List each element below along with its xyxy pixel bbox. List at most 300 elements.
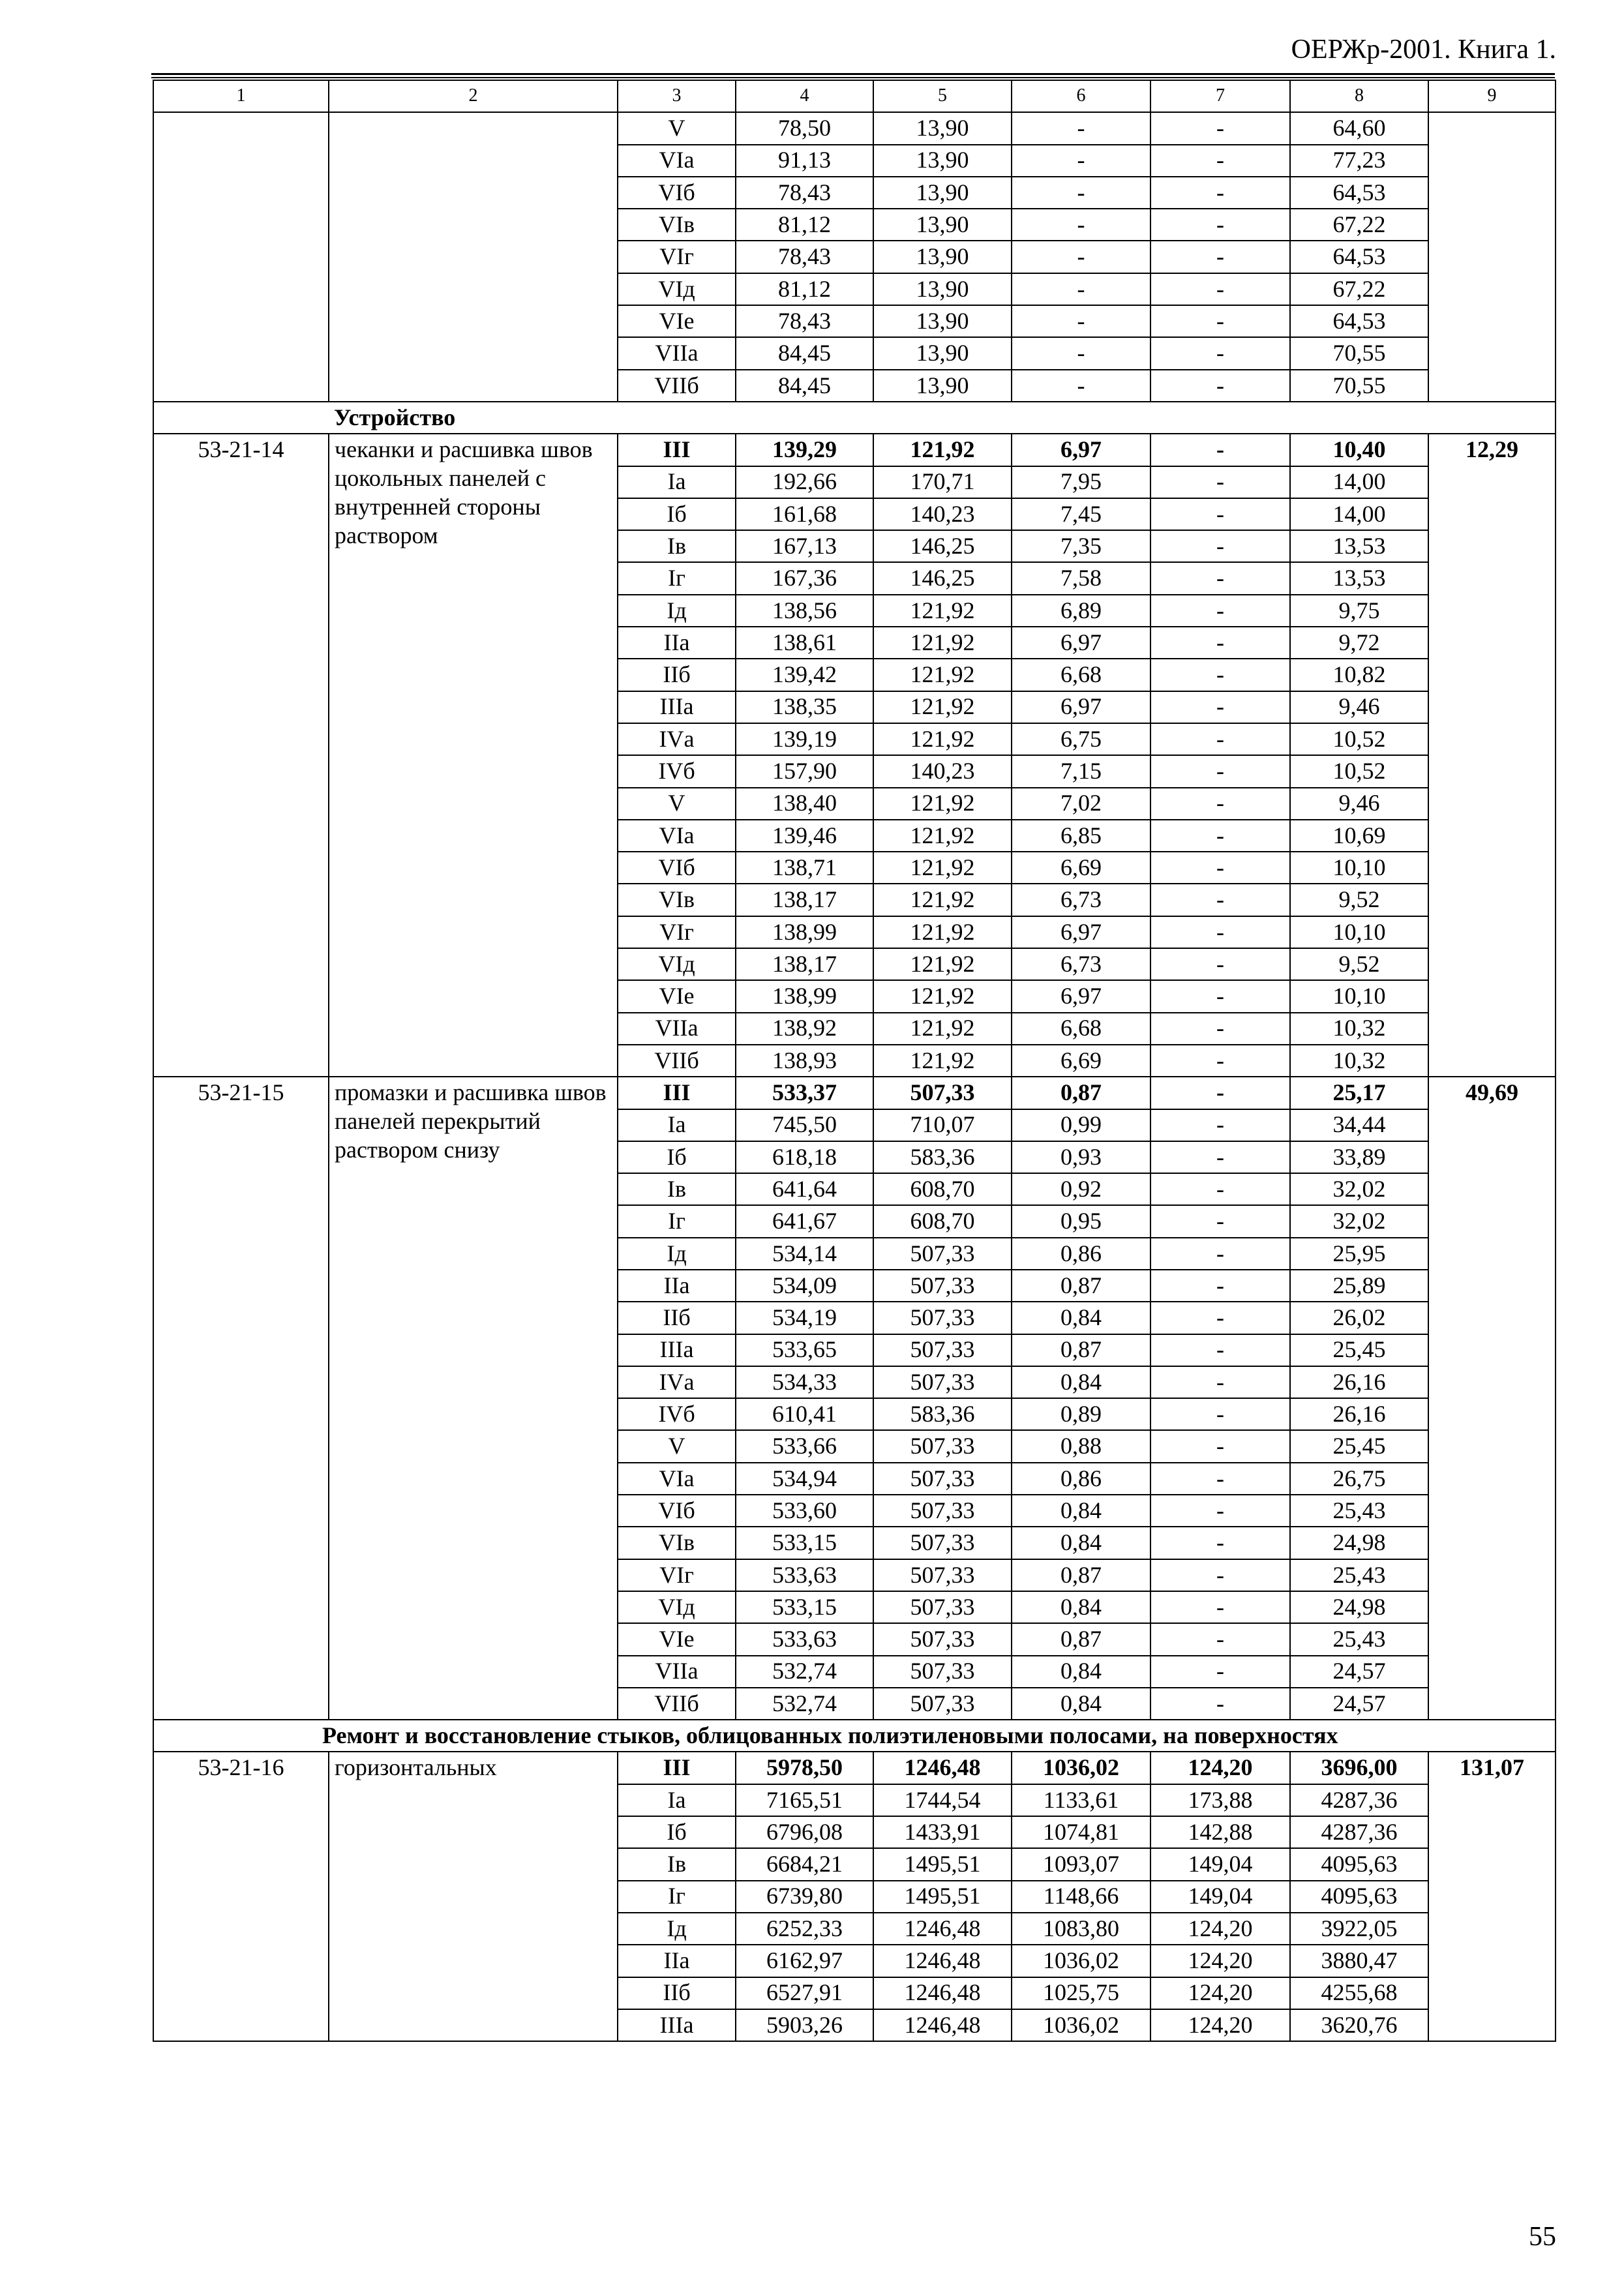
value-cell: 0,87 bbox=[1012, 1623, 1150, 1655]
zone-cell: IVб bbox=[618, 1398, 736, 1430]
item-description: горизонтальных bbox=[329, 1752, 618, 2041]
value-cell: - bbox=[1150, 916, 1290, 948]
value-cell: - bbox=[1150, 1366, 1290, 1398]
value-cell: 1036,02 bbox=[1012, 1945, 1150, 1977]
value-cell: 6,73 bbox=[1012, 884, 1150, 916]
value-cell: 13,90 bbox=[873, 209, 1012, 241]
header-rule bbox=[151, 73, 1555, 75]
value-cell: 0,92 bbox=[1012, 1173, 1150, 1205]
zone-cell: VIе bbox=[618, 1623, 736, 1655]
value-cell: 124,20 bbox=[1150, 1945, 1290, 1977]
value-cell: 0,84 bbox=[1012, 1366, 1150, 1398]
item-code: 53-21-14 bbox=[153, 434, 329, 1077]
column-number: 3 bbox=[618, 80, 736, 112]
zone-cell: Iа bbox=[618, 1109, 736, 1141]
price-table bbox=[153, 80, 1556, 2042]
value-cell: 0,87 bbox=[1012, 1077, 1150, 1109]
value-cell: 13,90 bbox=[873, 370, 1012, 402]
value-cell: 10,10 bbox=[1290, 916, 1428, 948]
value-cell: - bbox=[1150, 466, 1290, 498]
price-table-body bbox=[153, 80, 1556, 2041]
value-cell: 0,84 bbox=[1012, 1495, 1150, 1527]
zone-cell: VIа bbox=[618, 820, 736, 852]
item-code: 53-21-16 bbox=[153, 1752, 329, 2041]
value-cell: - bbox=[1150, 1656, 1290, 1688]
value-cell: 10,40 bbox=[1290, 434, 1428, 466]
value-cell: - bbox=[1150, 1205, 1290, 1237]
value-cell: 6,85 bbox=[1012, 820, 1150, 852]
value-cell: - bbox=[1150, 1559, 1290, 1591]
value-cell: 121,92 bbox=[873, 788, 1012, 820]
value-cell: 121,92 bbox=[873, 434, 1012, 466]
value-cell: 641,64 bbox=[736, 1173, 873, 1205]
value-cell: 0,84 bbox=[1012, 1302, 1150, 1334]
value-cell: 138,92 bbox=[736, 1013, 873, 1045]
value-cell: 745,50 bbox=[736, 1109, 873, 1141]
value-cell: 34,44 bbox=[1290, 1109, 1428, 1141]
value-cell: - bbox=[1012, 273, 1150, 305]
value-cell: 1495,51 bbox=[873, 1881, 1012, 1913]
value-cell: 13,90 bbox=[873, 241, 1012, 273]
header-rule-thin bbox=[151, 77, 1555, 78]
value-cell: 507,33 bbox=[873, 1623, 1012, 1655]
value-cell: - bbox=[1150, 948, 1290, 980]
value-cell: 507,33 bbox=[873, 1238, 1012, 1270]
value-cell: - bbox=[1150, 305, 1290, 337]
value-cell: - bbox=[1150, 659, 1290, 691]
value-cell: 1093,07 bbox=[1012, 1848, 1150, 1880]
value-cell: 121,92 bbox=[873, 948, 1012, 980]
value-cell: 25,43 bbox=[1290, 1495, 1428, 1527]
value-cell: 13,90 bbox=[873, 112, 1012, 144]
value-cell: 6,75 bbox=[1012, 723, 1150, 755]
value-cell: 6162,97 bbox=[736, 1945, 873, 1977]
zone-cell: Iд bbox=[618, 595, 736, 627]
value-cell: 78,50 bbox=[736, 112, 873, 144]
zone-cell: IIIа bbox=[618, 2009, 736, 2041]
zone-cell: Iг bbox=[618, 562, 736, 594]
item-code bbox=[153, 112, 329, 402]
zone-cell: Iд bbox=[618, 1913, 736, 1945]
zone-cell: IIа bbox=[618, 1945, 736, 1977]
value-cell: - bbox=[1150, 788, 1290, 820]
value-cell: 4095,63 bbox=[1290, 1881, 1428, 1913]
value-cell: 9,72 bbox=[1290, 627, 1428, 659]
zone-cell: IIIа bbox=[618, 691, 736, 723]
value-cell: 0,87 bbox=[1012, 1270, 1150, 1302]
value-cell: 81,12 bbox=[736, 209, 873, 241]
value-cell: 124,20 bbox=[1150, 1977, 1290, 2009]
value-cell: 3922,05 bbox=[1290, 1913, 1428, 1945]
value-cell: 608,70 bbox=[873, 1205, 1012, 1237]
zone-cell: VIб bbox=[618, 1495, 736, 1527]
value-cell: 6684,21 bbox=[736, 1848, 873, 1880]
value-cell: 507,33 bbox=[873, 1591, 1012, 1623]
value-cell: 13,90 bbox=[873, 337, 1012, 369]
value-cell: 84,45 bbox=[736, 337, 873, 369]
zone-cell: IVа bbox=[618, 1366, 736, 1398]
item-description bbox=[329, 112, 618, 402]
value-cell: 138,99 bbox=[736, 980, 873, 1012]
value-cell: 124,20 bbox=[1150, 2009, 1290, 2041]
value-cell: 138,61 bbox=[736, 627, 873, 659]
value-cell: 6,89 bbox=[1012, 595, 1150, 627]
value-cell: - bbox=[1150, 1430, 1290, 1462]
column-number: 6 bbox=[1012, 80, 1150, 112]
section-heading: Устройство bbox=[329, 402, 1556, 434]
value-cell: 70,55 bbox=[1290, 370, 1428, 402]
value-cell: 139,29 bbox=[736, 434, 873, 466]
table-row bbox=[153, 434, 1556, 466]
value-cell: 138,17 bbox=[736, 948, 873, 980]
column-number-row bbox=[153, 80, 1556, 112]
value-cell: 81,12 bbox=[736, 273, 873, 305]
zone-cell: Iа bbox=[618, 1784, 736, 1816]
zone-cell: V bbox=[618, 788, 736, 820]
value-cell: 507,33 bbox=[873, 1688, 1012, 1720]
value-cell: 533,37 bbox=[736, 1077, 873, 1109]
zone-cell: Iг bbox=[618, 1205, 736, 1237]
value-cell: 13,90 bbox=[873, 145, 1012, 177]
page-number: 55 bbox=[1529, 2222, 1556, 2252]
value-cell: 533,66 bbox=[736, 1430, 873, 1462]
value-cell: 1246,48 bbox=[873, 2009, 1012, 2041]
zone-cell: VIа bbox=[618, 145, 736, 177]
value-cell: 6796,08 bbox=[736, 1816, 873, 1848]
value-cell: 64,60 bbox=[1290, 112, 1428, 144]
value-cell: - bbox=[1150, 1463, 1290, 1495]
value-cell: 138,40 bbox=[736, 788, 873, 820]
value-cell: 507,33 bbox=[873, 1077, 1012, 1109]
value-cell: 1246,48 bbox=[873, 1977, 1012, 2009]
value-cell: 140,23 bbox=[873, 755, 1012, 787]
value-cell: 532,74 bbox=[736, 1656, 873, 1688]
zone-cell: V bbox=[618, 1430, 736, 1462]
value-cell: 149,04 bbox=[1150, 1881, 1290, 1913]
value-cell: 3620,76 bbox=[1290, 2009, 1428, 2041]
zone-cell: Iб bbox=[618, 498, 736, 530]
value-cell: 10,52 bbox=[1290, 723, 1428, 755]
value-cell: 25,43 bbox=[1290, 1623, 1428, 1655]
zone-cell: Iв bbox=[618, 1848, 736, 1880]
value-cell: 0,86 bbox=[1012, 1238, 1150, 1270]
value-cell: - bbox=[1150, 1109, 1290, 1141]
value-cell: 0,99 bbox=[1012, 1109, 1150, 1141]
value-cell: 24,98 bbox=[1290, 1591, 1428, 1623]
value-cell: - bbox=[1150, 1527, 1290, 1559]
zone-cell: Iв bbox=[618, 530, 736, 562]
value-cell: 25,43 bbox=[1290, 1559, 1428, 1591]
value-cell: 10,10 bbox=[1290, 980, 1428, 1012]
value-cell: - bbox=[1150, 337, 1290, 369]
value-cell: 6,97 bbox=[1012, 691, 1150, 723]
zone-cell: VIг bbox=[618, 241, 736, 273]
value-cell: 534,19 bbox=[736, 1302, 873, 1334]
value-cell: 121,92 bbox=[873, 1045, 1012, 1077]
value-cell: 10,10 bbox=[1290, 852, 1428, 884]
value-cell: 5903,26 bbox=[736, 2009, 873, 2041]
value-cell: - bbox=[1150, 980, 1290, 1012]
value-cell: 534,14 bbox=[736, 1238, 873, 1270]
zone-cell: IIб bbox=[618, 1302, 736, 1334]
value-cell: - bbox=[1150, 691, 1290, 723]
value-cell: 26,16 bbox=[1290, 1398, 1428, 1430]
value-cell: 26,16 bbox=[1290, 1366, 1428, 1398]
value-cell: - bbox=[1150, 820, 1290, 852]
zone-cell: Iг bbox=[618, 1881, 736, 1913]
value-cell: 7,45 bbox=[1012, 498, 1150, 530]
value-cell: 0,93 bbox=[1012, 1141, 1150, 1173]
value-cell: - bbox=[1012, 177, 1150, 209]
value-cell: 507,33 bbox=[873, 1334, 1012, 1366]
section-spacer bbox=[153, 402, 329, 434]
column-number: 9 bbox=[1428, 80, 1556, 112]
zone-cell: VIIа bbox=[618, 337, 736, 369]
value-cell: 0,84 bbox=[1012, 1527, 1150, 1559]
zone-cell: III bbox=[618, 1077, 736, 1109]
value-cell: 13,90 bbox=[873, 305, 1012, 337]
value-cell: 0,88 bbox=[1012, 1430, 1150, 1462]
value-cell: 534,33 bbox=[736, 1366, 873, 1398]
value-cell: - bbox=[1012, 337, 1150, 369]
zone-cell: VIг bbox=[618, 916, 736, 948]
value-cell: 5978,50 bbox=[736, 1752, 873, 1784]
value-cell: 10,32 bbox=[1290, 1013, 1428, 1045]
value-cell: 6,97 bbox=[1012, 627, 1150, 659]
value-cell: 10,52 bbox=[1290, 755, 1428, 787]
value-cell: 0,95 bbox=[1012, 1205, 1150, 1237]
column-number: 1 bbox=[153, 80, 329, 112]
zone-cell: III bbox=[618, 1752, 736, 1784]
value-cell: 121,92 bbox=[873, 627, 1012, 659]
value-cell: 121,92 bbox=[873, 691, 1012, 723]
value-cell: 533,63 bbox=[736, 1623, 873, 1655]
value-cell: 146,25 bbox=[873, 562, 1012, 594]
value-cell: - bbox=[1150, 209, 1290, 241]
value-cell: 149,04 bbox=[1150, 1848, 1290, 1880]
value-cell: 6,73 bbox=[1012, 948, 1150, 980]
value-cell: - bbox=[1150, 112, 1290, 144]
value-cell: 1083,80 bbox=[1012, 1913, 1150, 1945]
value-cell: - bbox=[1150, 177, 1290, 209]
zone-cell: VIе bbox=[618, 305, 736, 337]
value-cell: 0,87 bbox=[1012, 1559, 1150, 1591]
value-cell: 67,22 bbox=[1290, 209, 1428, 241]
item-spec-value: 12,29 bbox=[1428, 434, 1556, 1077]
value-cell: 1074,81 bbox=[1012, 1816, 1150, 1848]
value-cell: - bbox=[1150, 241, 1290, 273]
zone-cell: VIб bbox=[618, 177, 736, 209]
value-cell: - bbox=[1150, 1591, 1290, 1623]
value-cell: 124,20 bbox=[1150, 1752, 1290, 1784]
value-cell: 507,33 bbox=[873, 1430, 1012, 1462]
zone-cell: VIб bbox=[618, 852, 736, 884]
value-cell: 139,19 bbox=[736, 723, 873, 755]
value-cell: 138,99 bbox=[736, 916, 873, 948]
value-cell: 121,92 bbox=[873, 723, 1012, 755]
value-cell: 64,53 bbox=[1290, 305, 1428, 337]
value-cell: 1495,51 bbox=[873, 1848, 1012, 1880]
value-cell: - bbox=[1012, 305, 1150, 337]
zone-cell: VIд bbox=[618, 273, 736, 305]
value-cell: 7,02 bbox=[1012, 788, 1150, 820]
value-cell: 167,36 bbox=[736, 562, 873, 594]
value-cell: 10,32 bbox=[1290, 1045, 1428, 1077]
value-cell: 6,69 bbox=[1012, 1045, 1150, 1077]
value-cell: 534,09 bbox=[736, 1270, 873, 1302]
section-heading-row bbox=[153, 1720, 1556, 1752]
zone-cell: IVб bbox=[618, 755, 736, 787]
value-cell: 121,92 bbox=[873, 852, 1012, 884]
value-cell: 0,89 bbox=[1012, 1398, 1150, 1430]
value-cell: 7,15 bbox=[1012, 755, 1150, 787]
value-cell: 533,15 bbox=[736, 1527, 873, 1559]
value-cell: 67,22 bbox=[1290, 273, 1428, 305]
zone-cell: V bbox=[618, 112, 736, 144]
value-cell: 121,92 bbox=[873, 659, 1012, 691]
value-cell: 4255,68 bbox=[1290, 1977, 1428, 2009]
value-cell: 9,46 bbox=[1290, 788, 1428, 820]
zone-cell: Iа bbox=[618, 466, 736, 498]
value-cell: 1133,61 bbox=[1012, 1784, 1150, 1816]
value-cell: 24,98 bbox=[1290, 1527, 1428, 1559]
value-cell: - bbox=[1150, 370, 1290, 402]
value-cell: 173,88 bbox=[1150, 1784, 1290, 1816]
value-cell: - bbox=[1150, 273, 1290, 305]
value-cell: - bbox=[1150, 1302, 1290, 1334]
zone-cell: VIг bbox=[618, 1559, 736, 1591]
value-cell: 13,90 bbox=[873, 177, 1012, 209]
zone-cell: VIв bbox=[618, 1527, 736, 1559]
value-cell: 121,92 bbox=[873, 884, 1012, 916]
value-cell: 14,00 bbox=[1290, 466, 1428, 498]
value-cell: 124,20 bbox=[1150, 1913, 1290, 1945]
value-cell: 142,88 bbox=[1150, 1816, 1290, 1848]
zone-cell: Iб bbox=[618, 1141, 736, 1173]
value-cell: 6,69 bbox=[1012, 852, 1150, 884]
section-heading-row bbox=[153, 402, 1556, 434]
value-cell: 70,55 bbox=[1290, 337, 1428, 369]
value-cell: 32,02 bbox=[1290, 1173, 1428, 1205]
value-cell: 77,23 bbox=[1290, 145, 1428, 177]
column-number: 7 bbox=[1150, 80, 1290, 112]
value-cell: 9,75 bbox=[1290, 595, 1428, 627]
value-cell: 146,25 bbox=[873, 530, 1012, 562]
zone-cell: VIд bbox=[618, 948, 736, 980]
value-cell: 0,86 bbox=[1012, 1463, 1150, 1495]
column-number: 4 bbox=[736, 80, 873, 112]
value-cell: 25,17 bbox=[1290, 1077, 1428, 1109]
value-cell: - bbox=[1150, 530, 1290, 562]
value-cell: 507,33 bbox=[873, 1270, 1012, 1302]
value-cell: - bbox=[1150, 1045, 1290, 1077]
value-cell: - bbox=[1012, 241, 1150, 273]
zone-cell: IIб bbox=[618, 1977, 736, 2009]
zone-cell: III bbox=[618, 434, 736, 466]
value-cell: 121,92 bbox=[873, 1013, 1012, 1045]
value-cell: 507,33 bbox=[873, 1656, 1012, 1688]
value-cell: - bbox=[1012, 370, 1150, 402]
value-cell: 121,92 bbox=[873, 595, 1012, 627]
value-cell: - bbox=[1150, 595, 1290, 627]
value-cell: 507,33 bbox=[873, 1559, 1012, 1591]
value-cell: 0,87 bbox=[1012, 1334, 1150, 1366]
value-cell: 24,57 bbox=[1290, 1656, 1428, 1688]
value-cell: 1148,66 bbox=[1012, 1881, 1150, 1913]
value-cell: 3696,00 bbox=[1290, 1752, 1428, 1784]
zone-cell: VIIб bbox=[618, 370, 736, 402]
value-cell: 0,84 bbox=[1012, 1591, 1150, 1623]
value-cell: 1433,91 bbox=[873, 1816, 1012, 1848]
value-cell: 25,45 bbox=[1290, 1334, 1428, 1366]
column-number: 5 bbox=[873, 80, 1012, 112]
value-cell: 64,53 bbox=[1290, 241, 1428, 273]
value-cell: 6,68 bbox=[1012, 1013, 1150, 1045]
value-cell: 192,66 bbox=[736, 466, 873, 498]
item-code: 53-21-15 bbox=[153, 1077, 329, 1720]
value-cell: - bbox=[1012, 112, 1150, 144]
item-spec-value bbox=[1428, 112, 1556, 402]
value-cell: - bbox=[1150, 1334, 1290, 1366]
value-cell: 532,74 bbox=[736, 1688, 873, 1720]
value-cell: 533,63 bbox=[736, 1559, 873, 1591]
value-cell: 1246,48 bbox=[873, 1945, 1012, 1977]
value-cell: 10,69 bbox=[1290, 820, 1428, 852]
value-cell: 78,43 bbox=[736, 241, 873, 273]
value-cell: 583,36 bbox=[873, 1141, 1012, 1173]
item-spec-value: 131,07 bbox=[1428, 1752, 1556, 2041]
value-cell: 161,68 bbox=[736, 498, 873, 530]
zone-cell: Iд bbox=[618, 1238, 736, 1270]
value-cell: 78,43 bbox=[736, 177, 873, 209]
value-cell: 121,92 bbox=[873, 820, 1012, 852]
value-cell: 7,58 bbox=[1012, 562, 1150, 594]
value-cell: 139,46 bbox=[736, 820, 873, 852]
value-cell: 14,00 bbox=[1290, 498, 1428, 530]
value-cell: 170,71 bbox=[873, 466, 1012, 498]
value-cell: 138,17 bbox=[736, 884, 873, 916]
value-cell: - bbox=[1150, 723, 1290, 755]
value-cell: 84,45 bbox=[736, 370, 873, 402]
value-cell: - bbox=[1150, 1077, 1290, 1109]
value-cell: 1744,54 bbox=[873, 1784, 1012, 1816]
value-cell: 710,07 bbox=[873, 1109, 1012, 1141]
value-cell: 507,33 bbox=[873, 1495, 1012, 1527]
zone-cell: Iв bbox=[618, 1173, 736, 1205]
value-cell: 583,36 bbox=[873, 1398, 1012, 1430]
value-cell: 4095,63 bbox=[1290, 1848, 1428, 1880]
value-cell: - bbox=[1150, 1270, 1290, 1302]
value-cell: 608,70 bbox=[873, 1173, 1012, 1205]
value-cell: 91,13 bbox=[736, 145, 873, 177]
value-cell: 507,33 bbox=[873, 1527, 1012, 1559]
value-cell: 10,82 bbox=[1290, 659, 1428, 691]
value-cell: 6527,91 bbox=[736, 1977, 873, 2009]
zone-cell: VIв bbox=[618, 884, 736, 916]
value-cell: - bbox=[1150, 1623, 1290, 1655]
value-cell: 610,41 bbox=[736, 1398, 873, 1430]
value-cell: 1025,75 bbox=[1012, 1977, 1150, 2009]
table-row bbox=[153, 1752, 1556, 1784]
zone-cell: IIа bbox=[618, 627, 736, 659]
value-cell: 3880,47 bbox=[1290, 1945, 1428, 1977]
value-cell: 0,84 bbox=[1012, 1688, 1150, 1720]
value-cell: 13,53 bbox=[1290, 530, 1428, 562]
value-cell: 13,90 bbox=[873, 273, 1012, 305]
zone-cell: IIа bbox=[618, 1270, 736, 1302]
value-cell: 6,68 bbox=[1012, 659, 1150, 691]
value-cell: 138,71 bbox=[736, 852, 873, 884]
